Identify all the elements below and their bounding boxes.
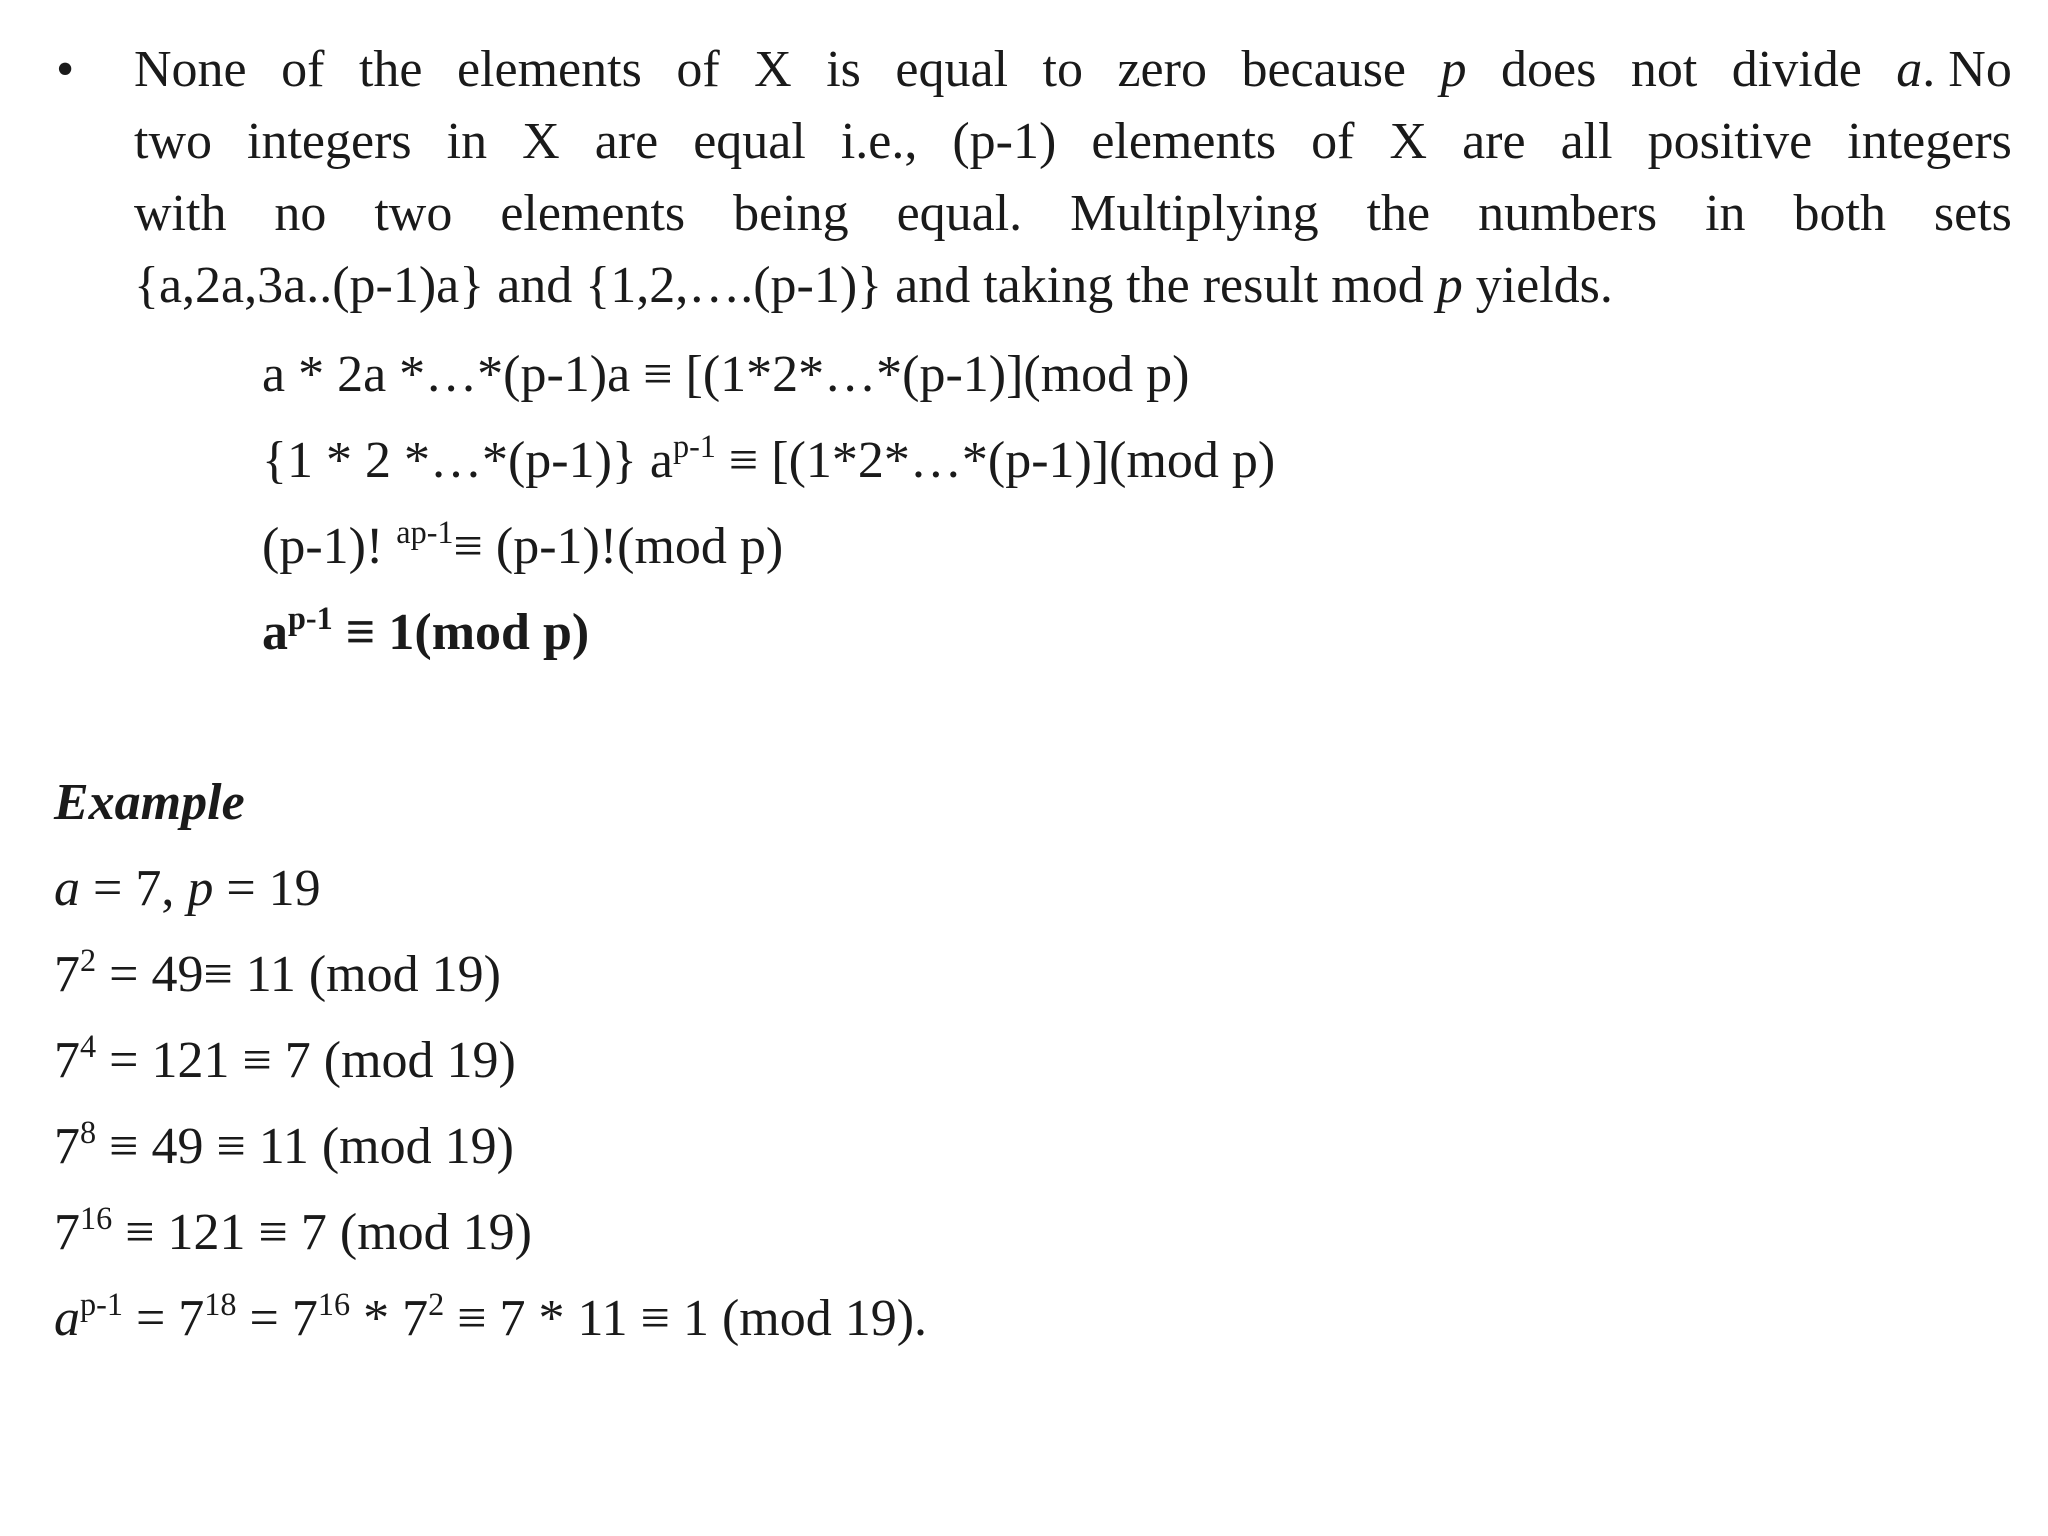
paragraph-line-2 (134, 106, 2012, 178)
paragraph-line-4 (134, 250, 2012, 322)
paragraph-line-2-word: are (1462, 113, 1526, 170)
ex6-var-a: a (54, 1290, 80, 1347)
ex3-rest: = 121 ≡ 7 (mod 19) (96, 1032, 516, 1089)
equation-2 (262, 418, 1275, 504)
ex6-exponent-2: 2 (428, 1286, 445, 1323)
example-title: Example (54, 774, 245, 831)
paragraph-line-3-word: two (374, 185, 453, 242)
ex2-rest: = 49≡ 11 (mod 19) (96, 946, 501, 1003)
eq2-pre: {1 * 2 *…*(p-1)} a (262, 432, 673, 489)
line1-word: equal (895, 41, 1009, 98)
ex3-base: 7 (54, 1032, 80, 1089)
ex1-mid: = 7, (80, 860, 188, 917)
eq2-exponent: p-1 (672, 428, 716, 465)
example-line-4 (54, 1104, 927, 1190)
paragraph-line-2-word: two (134, 113, 212, 170)
example-line-1 (54, 846, 927, 932)
paragraph-line-3-word: Multiplying (1070, 185, 1319, 242)
line1-word: of (281, 41, 325, 98)
line1-text-end (1896, 34, 2012, 106)
ex1-var-p: p (187, 860, 214, 917)
paragraph-line-2-word: X (522, 113, 560, 170)
line1-word: zero (1117, 41, 1207, 98)
paragraph-line-2-word: elements (1091, 113, 1277, 170)
paragraph-line-3-word: numbers (1478, 185, 1658, 242)
line1-word: X (754, 41, 792, 98)
ex4-rest: ≡ 49 ≡ 11 (mod 19) (96, 1118, 514, 1175)
eq4-pre: a (262, 604, 288, 661)
line1-word: is (826, 41, 861, 98)
ex2-base: 7 (54, 946, 80, 1003)
line1-word: the (358, 41, 423, 98)
eq4-post: ≡ 1(mod p) (332, 604, 590, 661)
paragraph-line-3-word: both (1793, 185, 1886, 242)
paragraph-line-3-word: with (134, 185, 227, 242)
paragraph-line-2-word: in (446, 113, 488, 170)
ex6-times: * 7 (350, 1290, 429, 1347)
paragraph-line-3-word: in (1705, 185, 1746, 242)
ex1-var-a: a (54, 860, 80, 917)
line4-text-b: yields. (1475, 257, 1613, 314)
paragraph-line-2-word: (p-1) (952, 113, 1057, 170)
ex6-exponent-16: 16 (317, 1286, 351, 1323)
ex2-exponent: 2 (80, 942, 97, 979)
paragraph-line-3-word: being (733, 185, 849, 242)
bullet-marker: • (56, 41, 75, 98)
eq2-post: ≡ [(1*2*…*(p-1)](mod p) (715, 432, 1276, 489)
example-line-2 (54, 932, 927, 1018)
ex4-base: 7 (54, 1118, 80, 1175)
paragraph-line-3-word: elements (500, 185, 686, 242)
paragraph-line-2-word: positive (1647, 113, 1813, 170)
paragraph-line-3-word: no (274, 185, 327, 242)
ex4-exponent: 8 (80, 1114, 97, 1151)
ex6-a-exponent: p-1 (80, 1286, 123, 1323)
ex5-rest: ≡ 121 ≡ 7 (mod 19) (112, 1204, 532, 1261)
ex6-rest: ≡ 7 * 11 ≡ 1 (mod 19). (444, 1290, 928, 1347)
paragraph-line-2-word: equal (693, 113, 806, 170)
paragraph-line-2-word: are (594, 113, 659, 170)
bullet-paragraph (134, 34, 2012, 322)
line1-word: None (134, 41, 247, 98)
ex5-exponent: 16 (80, 1200, 113, 1237)
ex6-eq1: = 7 (122, 1290, 205, 1347)
line1-word: to (1042, 41, 1083, 98)
line1-word: because (1241, 41, 1407, 98)
paragraph-line-2-word: X (1389, 113, 1428, 170)
example-line-6 (54, 1276, 927, 1362)
line1-word: elements (457, 41, 642, 98)
equation-3 (262, 504, 1275, 590)
paragraph-line-3-word: the (1366, 185, 1431, 242)
paragraph-line-3-word: equal. (896, 185, 1023, 242)
ex6-eq2: = 7 (236, 1290, 318, 1347)
ex5-base: 7 (54, 1204, 80, 1261)
derivation-block (262, 332, 1275, 676)
ex6-exponent-18: 18 (204, 1286, 237, 1323)
eq4-exponent: p-1 (288, 600, 333, 637)
eq3-exponent: ap-1 (396, 514, 454, 551)
line1-text-c: . No (1922, 41, 2012, 98)
eq3-post: ≡ (p-1)!(mod p) (453, 518, 784, 575)
paragraph-line-2-word: integers (247, 113, 412, 170)
ex1-end: = 19 (213, 860, 321, 917)
paragraph-line-2-word: i.e., (840, 113, 918, 170)
example-line-5 (54, 1190, 927, 1276)
paragraph-line-2-word: all (1560, 113, 1613, 170)
line1-var-p: p (1440, 41, 1467, 98)
line1-word: of (676, 41, 720, 98)
line4-var-p: p (1436, 257, 1463, 314)
line1-word: does (1501, 41, 1597, 98)
line1-word: divide (1731, 41, 1862, 98)
ex3-exponent: 4 (80, 1028, 97, 1065)
paragraph-line-2-word: integers (1847, 113, 2012, 170)
paragraph-line-2-word: of (1311, 113, 1355, 170)
paragraph-line-3 (134, 178, 2012, 250)
line1-var-a: a (1896, 41, 1923, 98)
example-line-3 (54, 1018, 927, 1104)
eq3-pre: (p-1)! (262, 518, 397, 575)
paragraph-line-1 (134, 34, 2012, 106)
example-block (54, 760, 927, 1362)
paragraph-line-3-word: sets (1933, 185, 2012, 242)
line1-word: not (1630, 41, 1698, 98)
line4-text-a: {a,2a,3a..(p-1)a} and {1,2,….(p-1)} and taking the result mod (134, 257, 1424, 314)
equation-1: a * 2a *…*(p-1)a ≡ [(1*2*…*(p-1)](mod p) (262, 346, 1190, 403)
equation-4-result (262, 590, 1275, 676)
